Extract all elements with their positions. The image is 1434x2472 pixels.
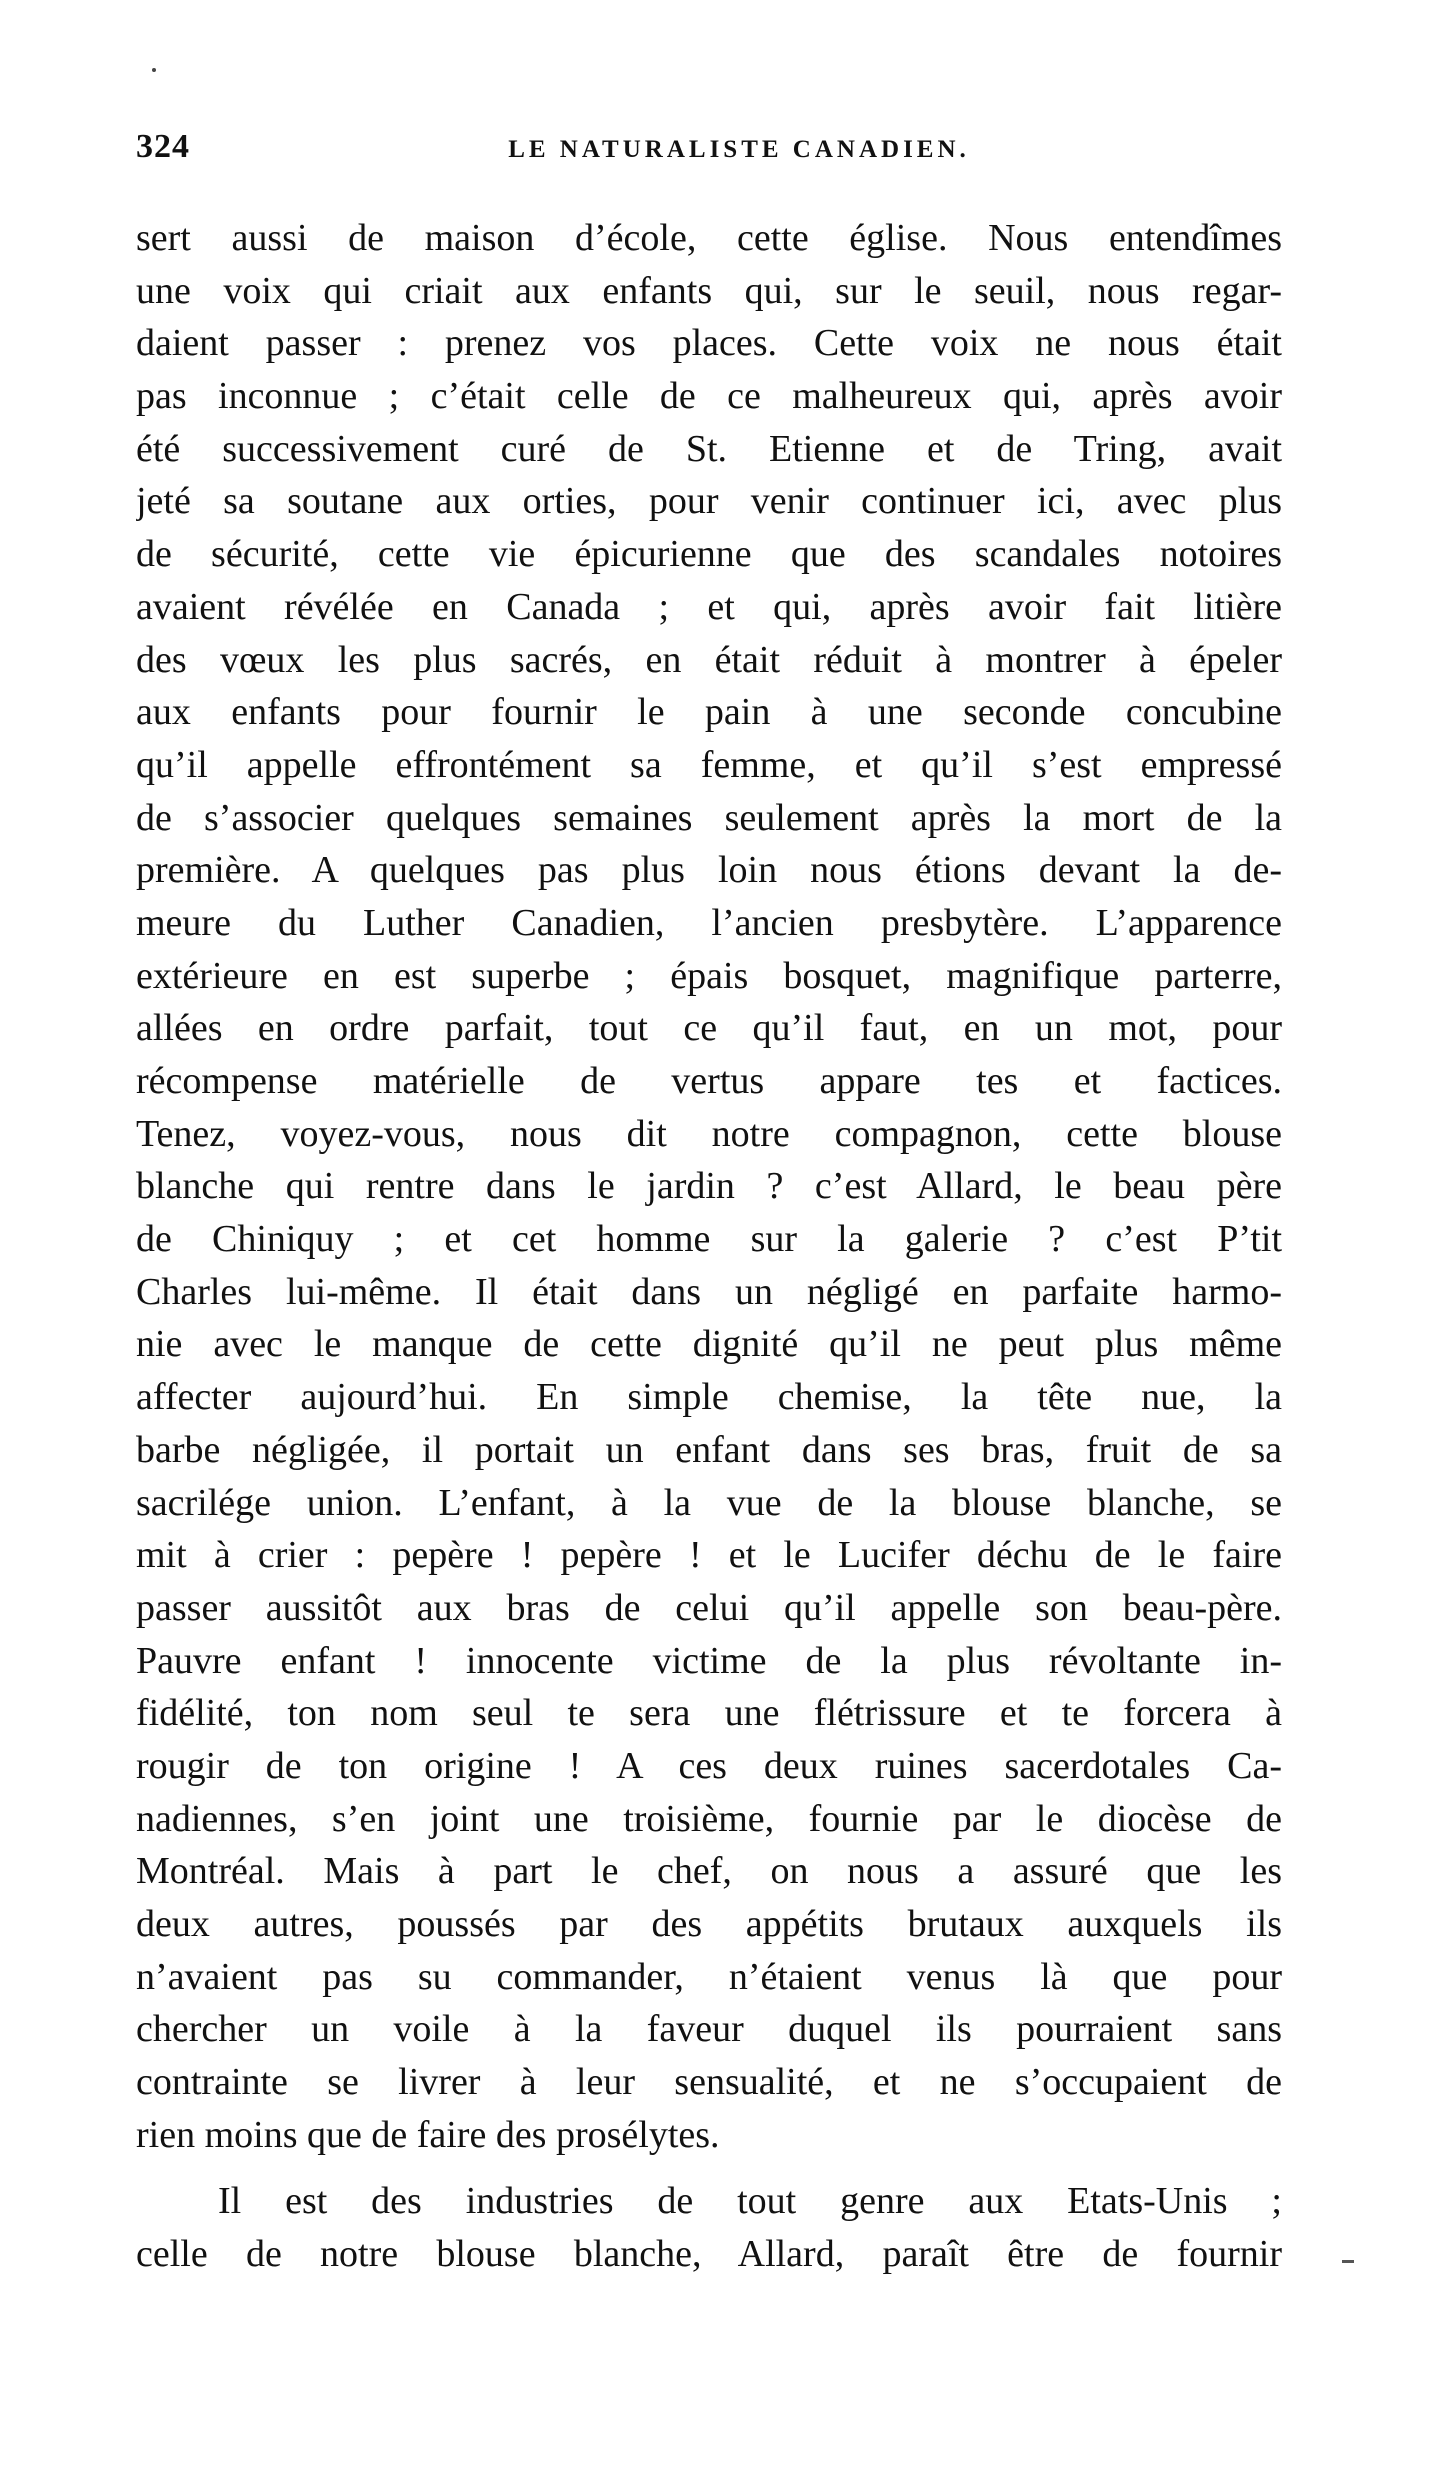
text-line: fidélité, ton nom seul te sera une flétrissure et te forcera à	[136, 1692, 1282, 1735]
text-line: récompense matérielle de vertus appare tes et factices.	[136, 1060, 1282, 1102]
text-line: nadiennes, s’en joint une troisième, fournie par le diocèse de	[136, 1797, 1282, 1840]
text-line: avaient révélée en Canada ; et qui, après avoir fait litière	[136, 585, 1282, 628]
text-line: nie avec le manque de cette dignité qu’il ne peut plus même	[136, 1323, 1282, 1366]
stray-mark	[1342, 2260, 1354, 2263]
text-line: celle de notre blouse blanche, Allard, paraît être de fournir	[136, 2233, 1282, 2276]
text-line: qu’il appelle effrontément sa femme, et qu’il s’est empressé	[136, 743, 1282, 786]
text-line: des vœux les plus sacrés, en était réduit à montrer à épeler	[136, 638, 1282, 681]
page-header	[136, 128, 1282, 178]
text-line: Montréal. Mais à part le chef, on nous a assuré que les	[136, 1850, 1282, 1893]
text-line: allées en ordre parfait, tout ce qu’il faut, en un mot, pour	[136, 1007, 1282, 1050]
text-line: Tenez, voyez-vous, nous dit notre compagnon, cette blouse	[136, 1112, 1282, 1155]
text-line: Pauvre enfant ! innocente victime de la plus révoltante in-	[136, 1639, 1282, 1682]
paragraph-2	[136, 2175, 1282, 2280]
body-text	[136, 212, 1282, 2281]
running-head: LE NATURALISTE CANADIEN.	[508, 136, 970, 163]
text-line: jeté sa soutane aux orties, pour venir continuer ici, avec plus	[136, 480, 1282, 523]
text-line: été successivement curé de St. Etienne et de Tring, avait	[136, 427, 1282, 470]
text-line: Il est des industries de tout genre aux Etats-Unis ;	[218, 2180, 1282, 2223]
text-line: n’avaient pas su commander, n’étaient venus là que pour	[136, 1955, 1282, 1998]
page-number: 324	[136, 128, 190, 165]
text-line: mit à crier : pepère ! pepère ! et le Lucifer déchu de le faire	[136, 1534, 1282, 1577]
text-line: chercher un voile à la faveur duquel ils pourraient sans	[136, 2008, 1282, 2051]
text-line: meure du Luther Canadien, l’ancien presbytère. L’apparence	[136, 901, 1282, 944]
text-line: barbe négligée, il portait un enfant dans ses bras, fruit de sa	[136, 1428, 1282, 1471]
text-line: sacrilége union. L’enfant, à la vue de la blouse blanche, se	[136, 1481, 1282, 1524]
text-line: de sécurité, cette vie épicurienne que des scandales notoires	[136, 533, 1282, 576]
text-line: Charles lui-même. Il était dans un négligé en parfaite harmo-	[136, 1270, 1282, 1313]
text-line: aux enfants pour fournir le pain à une seconde concubine	[136, 691, 1282, 734]
text-line: blanche qui rentre dans le jardin ? c’est Allard, le beau père	[136, 1165, 1282, 1208]
stray-mark	[152, 68, 156, 72]
paragraph-1	[136, 212, 1282, 2161]
text-line: une voix qui criait aux enfants qui, sur le seuil, nous regar-	[136, 269, 1282, 312]
text-line: rougir de ton origine ! A ces deux ruines sacerdotales Ca-	[136, 1744, 1282, 1787]
text-line: contrainte se livrer à leur sensualité, et ne s’occupaient de	[136, 2061, 1282, 2104]
text-line: passer aussitôt aux bras de celui qu’il appelle son beau-père.	[136, 1586, 1282, 1629]
text-line: extérieure en est superbe ; épais bosquet, magnifique parterre,	[136, 954, 1282, 997]
text-line: première. A quelques pas plus loin nous étions devant la de-	[136, 849, 1282, 892]
text-line: affecter aujourd’hui. En simple chemise, la tête nue, la	[136, 1376, 1282, 1419]
text-line: de Chiniquy ; et cet homme sur la galerie ? c’est P’tit	[136, 1218, 1282, 1261]
text-line: pas inconnue ; c’était celle de ce malheureux qui, après avoir	[136, 375, 1282, 418]
text-line: daient passer : prenez vos places. Cette voix ne nous était	[136, 322, 1282, 365]
text-line: rien moins que de faire des prosélytes.	[136, 2113, 720, 2156]
text-line: deux autres, poussés par des appétits brutaux auxquels ils	[136, 1903, 1282, 1945]
text-line: de s’associer quelques semaines seulement après la mort de la	[136, 796, 1282, 839]
text-line: sert aussi de maison d’école, cette église. Nous entendîmes	[136, 217, 1282, 259]
